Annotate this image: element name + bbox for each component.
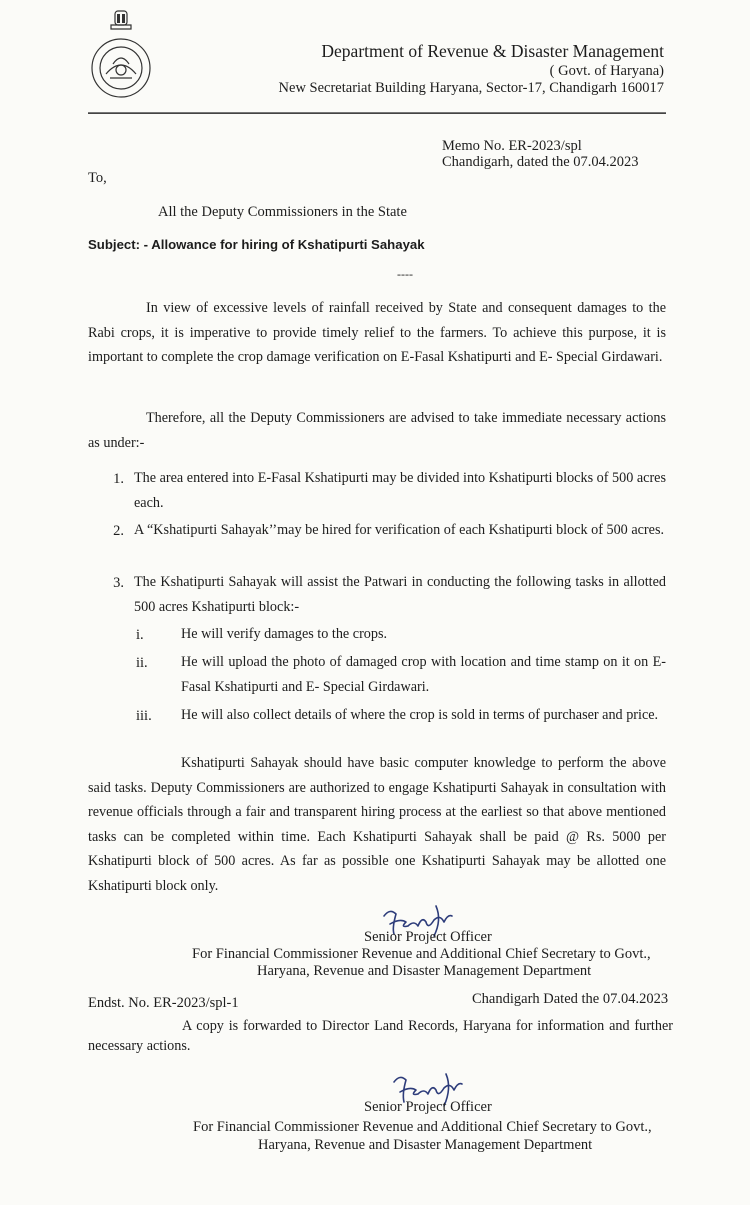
department-name: Department of Revenue & Disaster Management bbox=[321, 41, 664, 61]
list-item: A “Kshatipurti Sahayak’’may be hired for verification of each Kshatipurti block of 500 acres. bbox=[134, 522, 665, 538]
sublist-item: He will upload the photo of damaged crop with location and time stamp on it on E-Fasal Kshatipurti and E- Special Girdawari. bbox=[181, 654, 666, 695]
signatory-department: Haryana, Revenue and Disaster Management Department bbox=[258, 1137, 593, 1153]
emblem-icon bbox=[80, 8, 162, 100]
list-item-number: 3. bbox=[113, 575, 124, 591]
signatory-line: For Financial Commissioner Revenue and Additional Chief Secretary to Govt., bbox=[192, 946, 651, 962]
to-label: To, bbox=[88, 170, 107, 186]
intro-paragraph: In view of excessive levels of rainfall received by State and consequent damages to the Rabi crops, it is imperative to provide timely relief to the farmers. To achieve this purpose, it is important to complete the crop damage verification on E-Fasal Kshatipurti and E- Special Girdawari. bbox=[88, 300, 666, 365]
govt-name: ( Govt. of Haryana) bbox=[549, 63, 664, 79]
list-item-number: 1. bbox=[113, 471, 124, 487]
advisory-paragraph: Therefore, all the Deputy Commissioners are advised to take immediate necessary actions as under:- bbox=[88, 410, 666, 451]
terms-paragraph: Kshatipurti Sahayak should have basic computer knowledge to perform the above said tasks. Deputy Commissioners are authorized to engage Kshatipurti Sahayak in consultation with revenue officials through a fair and transparent hiring process at the earliest so that above mentioned tasks can be completed within time. Each Kshatipurti Sahayak shall be paid @ Rs. 5000 per Kshatipurti block of 500 acres. As far as possible one Kshatipurti Sahayak may be allotted one Kshatipurti block only. bbox=[88, 755, 666, 894]
memo-number: Memo No. ER-2023/spl bbox=[442, 138, 582, 154]
department-address: New Secretariat Building Haryana, Sector-17, Chandigarh 160017 bbox=[278, 80, 664, 96]
header-divider bbox=[88, 112, 666, 114]
list-item-number: 2. bbox=[113, 523, 124, 539]
subject-line: Subject: - Allowance for hiring of Kshatipurti Sahayak bbox=[88, 237, 425, 252]
memo-date: Chandigarh, dated the 07.04.2023 bbox=[442, 154, 639, 170]
sublist-item-number: iii. bbox=[136, 708, 152, 724]
list-item: The Kshatipurti Sahayak will assist the Patwari in conducting the following tasks in allotted 500 acres Kshatipurti block:- bbox=[134, 574, 666, 615]
endorsement-number: Endst. No. ER-2023/spl-1 bbox=[88, 995, 239, 1011]
endorsement-text: A copy is forwarded to Director Land Records, Haryana for information and further necessary actions. bbox=[88, 1018, 673, 1054]
sublist-item-number: i. bbox=[136, 627, 144, 643]
endorsement-date: Chandigarh Dated the 07.04.2023 bbox=[472, 991, 669, 1007]
sublist-item: He will also collect details of where the crop is sold in terms of purchaser and price. bbox=[181, 707, 659, 723]
signatory-line: For Financial Commissioner Revenue and Additional Chief Secretary to Govt., bbox=[193, 1119, 652, 1135]
signatory-title: Senior Project Officer bbox=[364, 929, 492, 945]
signatory-department: Haryana, Revenue and Disaster Management Department bbox=[257, 963, 592, 979]
recipient: All the Deputy Commissioners in the State bbox=[158, 204, 407, 220]
sublist-item-number: ii. bbox=[136, 655, 148, 671]
sublist-item: He will verify damages to the crops. bbox=[181, 626, 388, 642]
list-item: The area entered into E-Fasal Kshatipurti may be divided into Kshatipurti blocks of 500 acres each. bbox=[134, 470, 666, 511]
separator: ---- bbox=[397, 267, 413, 281]
signatory-title: Senior Project Officer bbox=[364, 1099, 492, 1115]
